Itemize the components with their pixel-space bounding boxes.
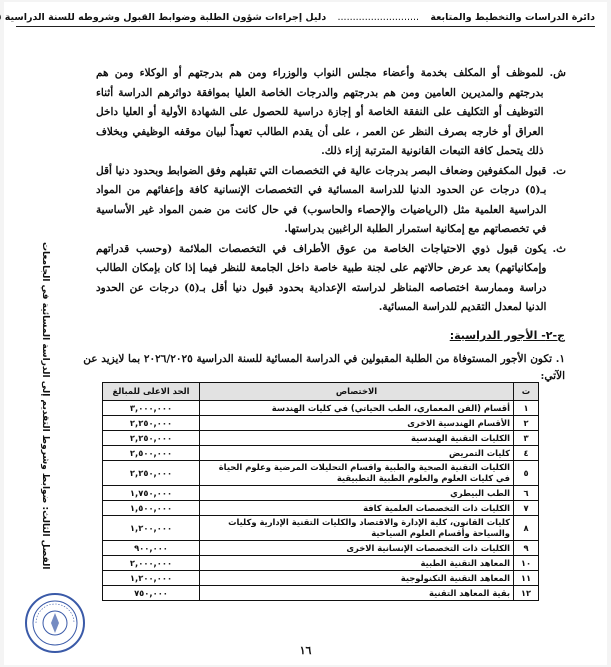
table-row xyxy=(103,416,539,431)
row-amount: ٩٠٠,٠٠٠ xyxy=(103,541,200,556)
page-header xyxy=(4,12,595,27)
row-num: ٥ xyxy=(514,461,539,486)
row-num: ١١ xyxy=(514,571,539,586)
page-number: ١٦ xyxy=(299,644,312,657)
row-amount: ٣,٠٠٠,٠٠٠ xyxy=(103,401,200,416)
item-marker: ت. xyxy=(552,164,566,177)
table-row xyxy=(103,401,539,416)
header-department: دائرة الدراسات والتخطيط والمتابعة xyxy=(430,12,595,23)
table-row xyxy=(103,586,539,601)
row-specialization: الكليات ذات التخصصات العلمية كافة xyxy=(200,501,514,516)
row-specialization: أقسام (الفن المعماري، الطب الحياتي) في كليات الهندسة xyxy=(200,401,514,416)
item-text: قبول المكفوفين وضعاف البصر بدرجات عالية في التخصصات التي تقبلهم وفق الضوابط وبحدود دنيا أقل بـ(٥) درجات عن الحدود الدنيا للدراسة المسائية في التخصصات الإنسانية كافة وإعفائهم من المواد الدراسية العلمية مثل (الرياضيات والإحصاء والحاسوب) في حال كانت من ضمن المواد غير الأساسية في تخصصاتهم مع إمكانية استمرار الطلبة الراغبين بدراستها. xyxy=(96,164,547,235)
side-chapter-title: الفصل الثالث: ضوابط وشروط التقديم إلى الدراسة المسائية في الجامعات xyxy=(40,242,50,570)
row-num: ٢ xyxy=(514,416,539,431)
table-row xyxy=(103,431,539,446)
row-num: ١٢ xyxy=(514,586,539,601)
section-intro: ١. تكون الأجور المستوفاة من الطلبة المقبولين في الدراسة المسائية للسنة الدراسية ٢٠٢٦/٢٠٢٥ بما لايزيد عن الآتي: xyxy=(83,353,565,382)
header-specialization: الاختصاص xyxy=(200,383,514,401)
table-row xyxy=(103,461,539,486)
row-amount: ١,٥٠٠,٠٠٠ xyxy=(103,501,200,516)
header-num: ت xyxy=(514,383,539,401)
table-row xyxy=(103,516,539,541)
row-num: ١ xyxy=(514,401,539,416)
row-specialization: الأقسام الهندسية الاخرى xyxy=(200,416,514,431)
row-num: ١٠ xyxy=(514,556,539,571)
item-marker: ث. xyxy=(552,242,566,255)
row-specialization: المعاهد التقنية الطبية xyxy=(200,556,514,571)
row-amount: ٢,٢٥٠,٠٠٠ xyxy=(103,416,200,431)
row-specialization: الكليات التقنية الصحية والطبية واقسام التحليلات المرضية وعلوم الحياة في كليات العلوم والعلوم الطبية التطبيقية xyxy=(200,461,514,486)
row-amount: ١,٧٥٠,٠٠٠ xyxy=(103,486,200,501)
row-num: ٧ xyxy=(514,501,539,516)
row-num: ٩ xyxy=(514,541,539,556)
row-num: ٨ xyxy=(514,516,539,541)
table-header-row xyxy=(103,383,539,401)
row-amount: ٢,٢٥٠,٠٠٠ xyxy=(103,431,200,446)
item-text: للموظف أو المكلف بخدمة وأعضاء مجلس النواب والوزراء ومن هم بدرجتهم أو الوكلاء ومن هم بدرجتهم والمديرين العامين ومن هم بدرجتهم والدرجات الخاصة العليا بموافقة دوائرهم الدراسة أثناء التوظيف أو التكليف على النفقة الخاصة أو إجازة دراسية للحصول على الشهادة الأولية أو العليا داخل العراق أو خارجه بصرف النظر عن العمر ، على أن يقدم الطالب تعهداً لبيان موقفه الوظيفي وبخلاف ذلك يتحمل كافة التبعات القانونية المترتبة إزاء ذلك. xyxy=(96,67,544,157)
list-item xyxy=(96,240,566,318)
table-row xyxy=(103,501,539,516)
document-page xyxy=(4,2,607,665)
row-specialization: بقية المعاهد التقنية xyxy=(200,586,514,601)
row-num: ٦ xyxy=(514,486,539,501)
table-row xyxy=(103,486,539,501)
row-amount: ٢,٠٠٠,٠٠٠ xyxy=(103,556,200,571)
header-guide-title: دليل إجراءات شؤون الطلبة وضوابط القبول وشروطه للسنة الدراسية xyxy=(4,12,327,23)
header-separator: ........................... xyxy=(337,12,420,23)
row-amount: ٢,٥٠٠,٠٠٠ xyxy=(103,446,200,461)
table-row xyxy=(103,556,539,571)
item-text: يكون قبول ذوي الاحتياجات الخاصة من عوق الأطراف في التخصصات الملائمة (وحسب قدراتهم وإمكانياتهم) بعد عرض حالاتهم على لجنة طبية خاصة داخل الجامعة للنظر فيما إذا كان بإمكان الطالب دراسة وممارسة اختصاصه المناظر لدراسته الإعدادية بحدود قبول دنيا أقل بـ(٥) درجات عن الحدود الدنيا لمعدل التقديم للدراسة المسائية. xyxy=(96,242,547,313)
table-row xyxy=(103,541,539,556)
row-amount: ٧٥٠,٠٠٠ xyxy=(103,586,200,601)
row-specialization: المعاهد التقنية التكنولوجية xyxy=(200,571,514,586)
table-row xyxy=(103,571,539,586)
list-item xyxy=(96,64,566,162)
table-row xyxy=(103,446,539,461)
row-num: ٤ xyxy=(514,446,539,461)
section-title: ج-٢- الأجور الدراسية: xyxy=(449,329,565,342)
row-specialization: الكليات التقنية الهندسية xyxy=(200,431,514,446)
item-marker: ش. xyxy=(549,67,566,79)
row-specialization: كليات القانون، كلية الإدارة والاقتصاد والكليات التقنية الإدارية وكليات والسياحة وأقسام العلوم السياحية xyxy=(200,516,514,541)
row-num: ٣ xyxy=(514,431,539,446)
row-amount: ٢,٢٥٠,٠٠٠ xyxy=(103,461,200,486)
fees-table xyxy=(102,382,539,601)
list-item xyxy=(96,162,566,240)
row-specialization: الكليات ذات التخصصات الإنسانية الاخرى xyxy=(200,541,514,556)
row-specialization: الطب البيطري xyxy=(200,486,514,501)
row-amount: ١,٢٠٠,٠٠٠ xyxy=(103,516,200,541)
row-amount: ١,٢٠٠,٠٠٠ xyxy=(103,571,200,586)
row-specialization: كليات التمريض xyxy=(200,446,514,461)
body-text xyxy=(96,64,566,318)
header-amount: الحد الاعلى للمبالغ xyxy=(103,383,200,401)
